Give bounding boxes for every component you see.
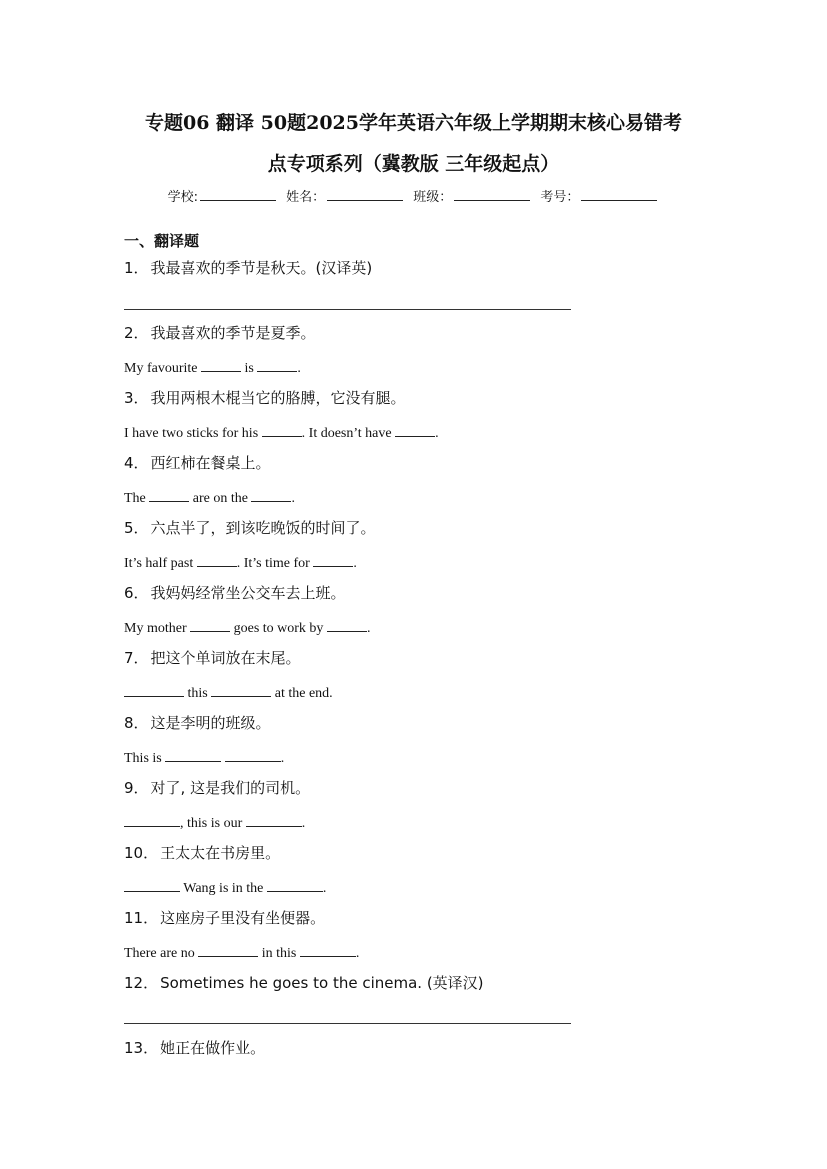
answer-text: are on the <box>192 491 248 506</box>
question-12 <box>124 973 484 993</box>
answer-blank[interactable] <box>211 682 271 697</box>
answer-row-8 <box>124 747 284 769</box>
answer-text: . <box>355 946 360 961</box>
answer-blank[interactable] <box>197 552 237 567</box>
answer-text: My favourite <box>124 361 198 376</box>
answer-blank[interactable] <box>267 877 323 892</box>
answer-blank[interactable] <box>124 682 184 697</box>
question-number: 4． <box>124 454 149 472</box>
answer-blank[interactable] <box>190 617 230 632</box>
question-text: 我最喜欢的季节是夏季。 <box>150 324 316 342</box>
question-number: 12． <box>124 974 159 992</box>
question-number: 5． <box>124 519 149 537</box>
question-text: 把这个单词放在末尾。 <box>150 649 301 667</box>
question-text: 这座房子里没有坐便器。 <box>160 909 326 927</box>
question-6 <box>124 583 346 603</box>
answer-blank[interactable] <box>257 357 297 372</box>
answer-row-6 <box>124 617 370 639</box>
question-4 <box>124 453 271 473</box>
answer-text: Wang is in the <box>183 881 264 896</box>
answer-text: There are no <box>124 946 195 961</box>
student-info-row <box>0 187 827 207</box>
answer-blank[interactable] <box>262 422 302 437</box>
answer-blank[interactable] <box>246 812 302 827</box>
question-text: Sometimes he goes to the cinema. (英译汉) <box>160 974 484 992</box>
question-number: 7． <box>124 649 149 667</box>
answer-text: . <box>322 881 327 896</box>
answer-row-11 <box>124 942 359 964</box>
question-text: 六点半了，到该吃晚饭的时间了。 <box>150 519 376 537</box>
class-label: 班级： <box>413 190 453 205</box>
answer-text: It’s half past <box>124 556 194 571</box>
answer-text: . It’s time for <box>236 556 310 571</box>
school-blank[interactable] <box>200 187 276 201</box>
question-2 <box>124 323 316 343</box>
question-text: 王太太在书房里。 <box>160 844 281 862</box>
answer-blank[interactable] <box>225 747 281 762</box>
answer-text: . <box>297 361 301 376</box>
answer-text: . It doesn’t have <box>301 426 392 441</box>
question-number: 3． <box>124 389 149 407</box>
answer-text: . <box>366 621 371 636</box>
question-number: 6． <box>124 584 149 602</box>
answer-text: . <box>301 816 306 831</box>
exam-number-blank[interactable] <box>581 187 657 201</box>
answer-line-12[interactable] <box>124 1023 571 1024</box>
section-heading: 一、翻译题 <box>124 232 200 250</box>
question-5 <box>124 518 376 538</box>
question-number: 9． <box>124 779 149 797</box>
answer-blank[interactable] <box>313 552 353 567</box>
answer-text: at the end. <box>274 686 333 701</box>
answer-blank[interactable] <box>198 942 258 957</box>
answer-text: . <box>280 751 285 766</box>
question-text: 对了, 这是我们的司机。 <box>150 779 311 797</box>
question-11 <box>124 908 325 928</box>
answer-row-10 <box>124 877 326 899</box>
answer-text: I have two sticks for his <box>124 426 259 441</box>
question-9 <box>124 778 310 798</box>
answer-blank[interactable] <box>124 812 180 827</box>
answer-text: . <box>353 556 357 571</box>
answer-blank[interactable] <box>124 877 180 892</box>
exam-number-label: 考号： <box>540 190 580 205</box>
answer-text: This is <box>124 751 162 766</box>
question-10 <box>124 843 280 863</box>
question-number: 10． <box>124 844 159 862</box>
question-number: 8． <box>124 714 149 732</box>
answer-text: this <box>187 686 208 701</box>
worksheet-title-line2: 点专项系列（冀教版 三年级起点） <box>267 153 560 175</box>
answer-line-1[interactable] <box>124 309 571 310</box>
question-text: 我用两根木棍当它的胳膊，它没有腿。 <box>150 389 406 407</box>
question-text: 这是李明的班级。 <box>150 714 271 732</box>
name-label: 姓名： <box>286 190 326 205</box>
answer-row-3 <box>124 422 439 444</box>
answer-blank[interactable] <box>300 942 356 957</box>
question-3 <box>124 388 406 408</box>
question-13 <box>124 1038 265 1058</box>
answer-row-2 <box>124 357 301 379</box>
answer-blank[interactable] <box>395 422 435 437</box>
question-number: 13． <box>124 1039 159 1057</box>
question-7 <box>124 648 301 668</box>
question-text: 她正在做作业。 <box>160 1039 266 1057</box>
answer-row-9 <box>124 812 305 834</box>
question-text: 我最喜欢的季节是秋天。(汉译英) <box>150 259 373 277</box>
question-text: 西红柿在餐桌上。 <box>150 454 271 472</box>
school-label: 学校: <box>167 190 198 205</box>
answer-text: My mother <box>124 621 187 636</box>
question-1 <box>124 258 372 278</box>
answer-blank[interactable] <box>149 487 189 502</box>
answer-text: The <box>124 491 146 506</box>
answer-text: is <box>244 361 254 376</box>
answer-blank[interactable] <box>251 487 291 502</box>
answer-text: , this is our <box>180 816 243 831</box>
answer-text: in this <box>261 946 297 961</box>
answer-row-7 <box>124 682 333 704</box>
answer-text: goes to work by <box>233 621 324 636</box>
question-8 <box>124 713 271 733</box>
question-number: 2． <box>124 324 149 342</box>
answer-row-4 <box>124 487 295 509</box>
worksheet-title-line1: 专题06 翻译 50题2025学年英语六年级上学期期末核心易错考 <box>145 112 682 134</box>
answer-text: . <box>435 426 439 441</box>
question-number: 1． <box>124 259 149 277</box>
answer-blank[interactable] <box>201 357 241 372</box>
question-text: 我妈妈经常坐公交车去上班。 <box>150 584 346 602</box>
answer-text: . <box>291 491 295 506</box>
answer-row-5 <box>124 552 357 574</box>
answer-blank[interactable] <box>165 747 221 762</box>
question-number: 11． <box>124 909 159 927</box>
name-blank[interactable] <box>327 187 403 201</box>
answer-blank[interactable] <box>327 617 367 632</box>
class-blank[interactable] <box>454 187 530 201</box>
